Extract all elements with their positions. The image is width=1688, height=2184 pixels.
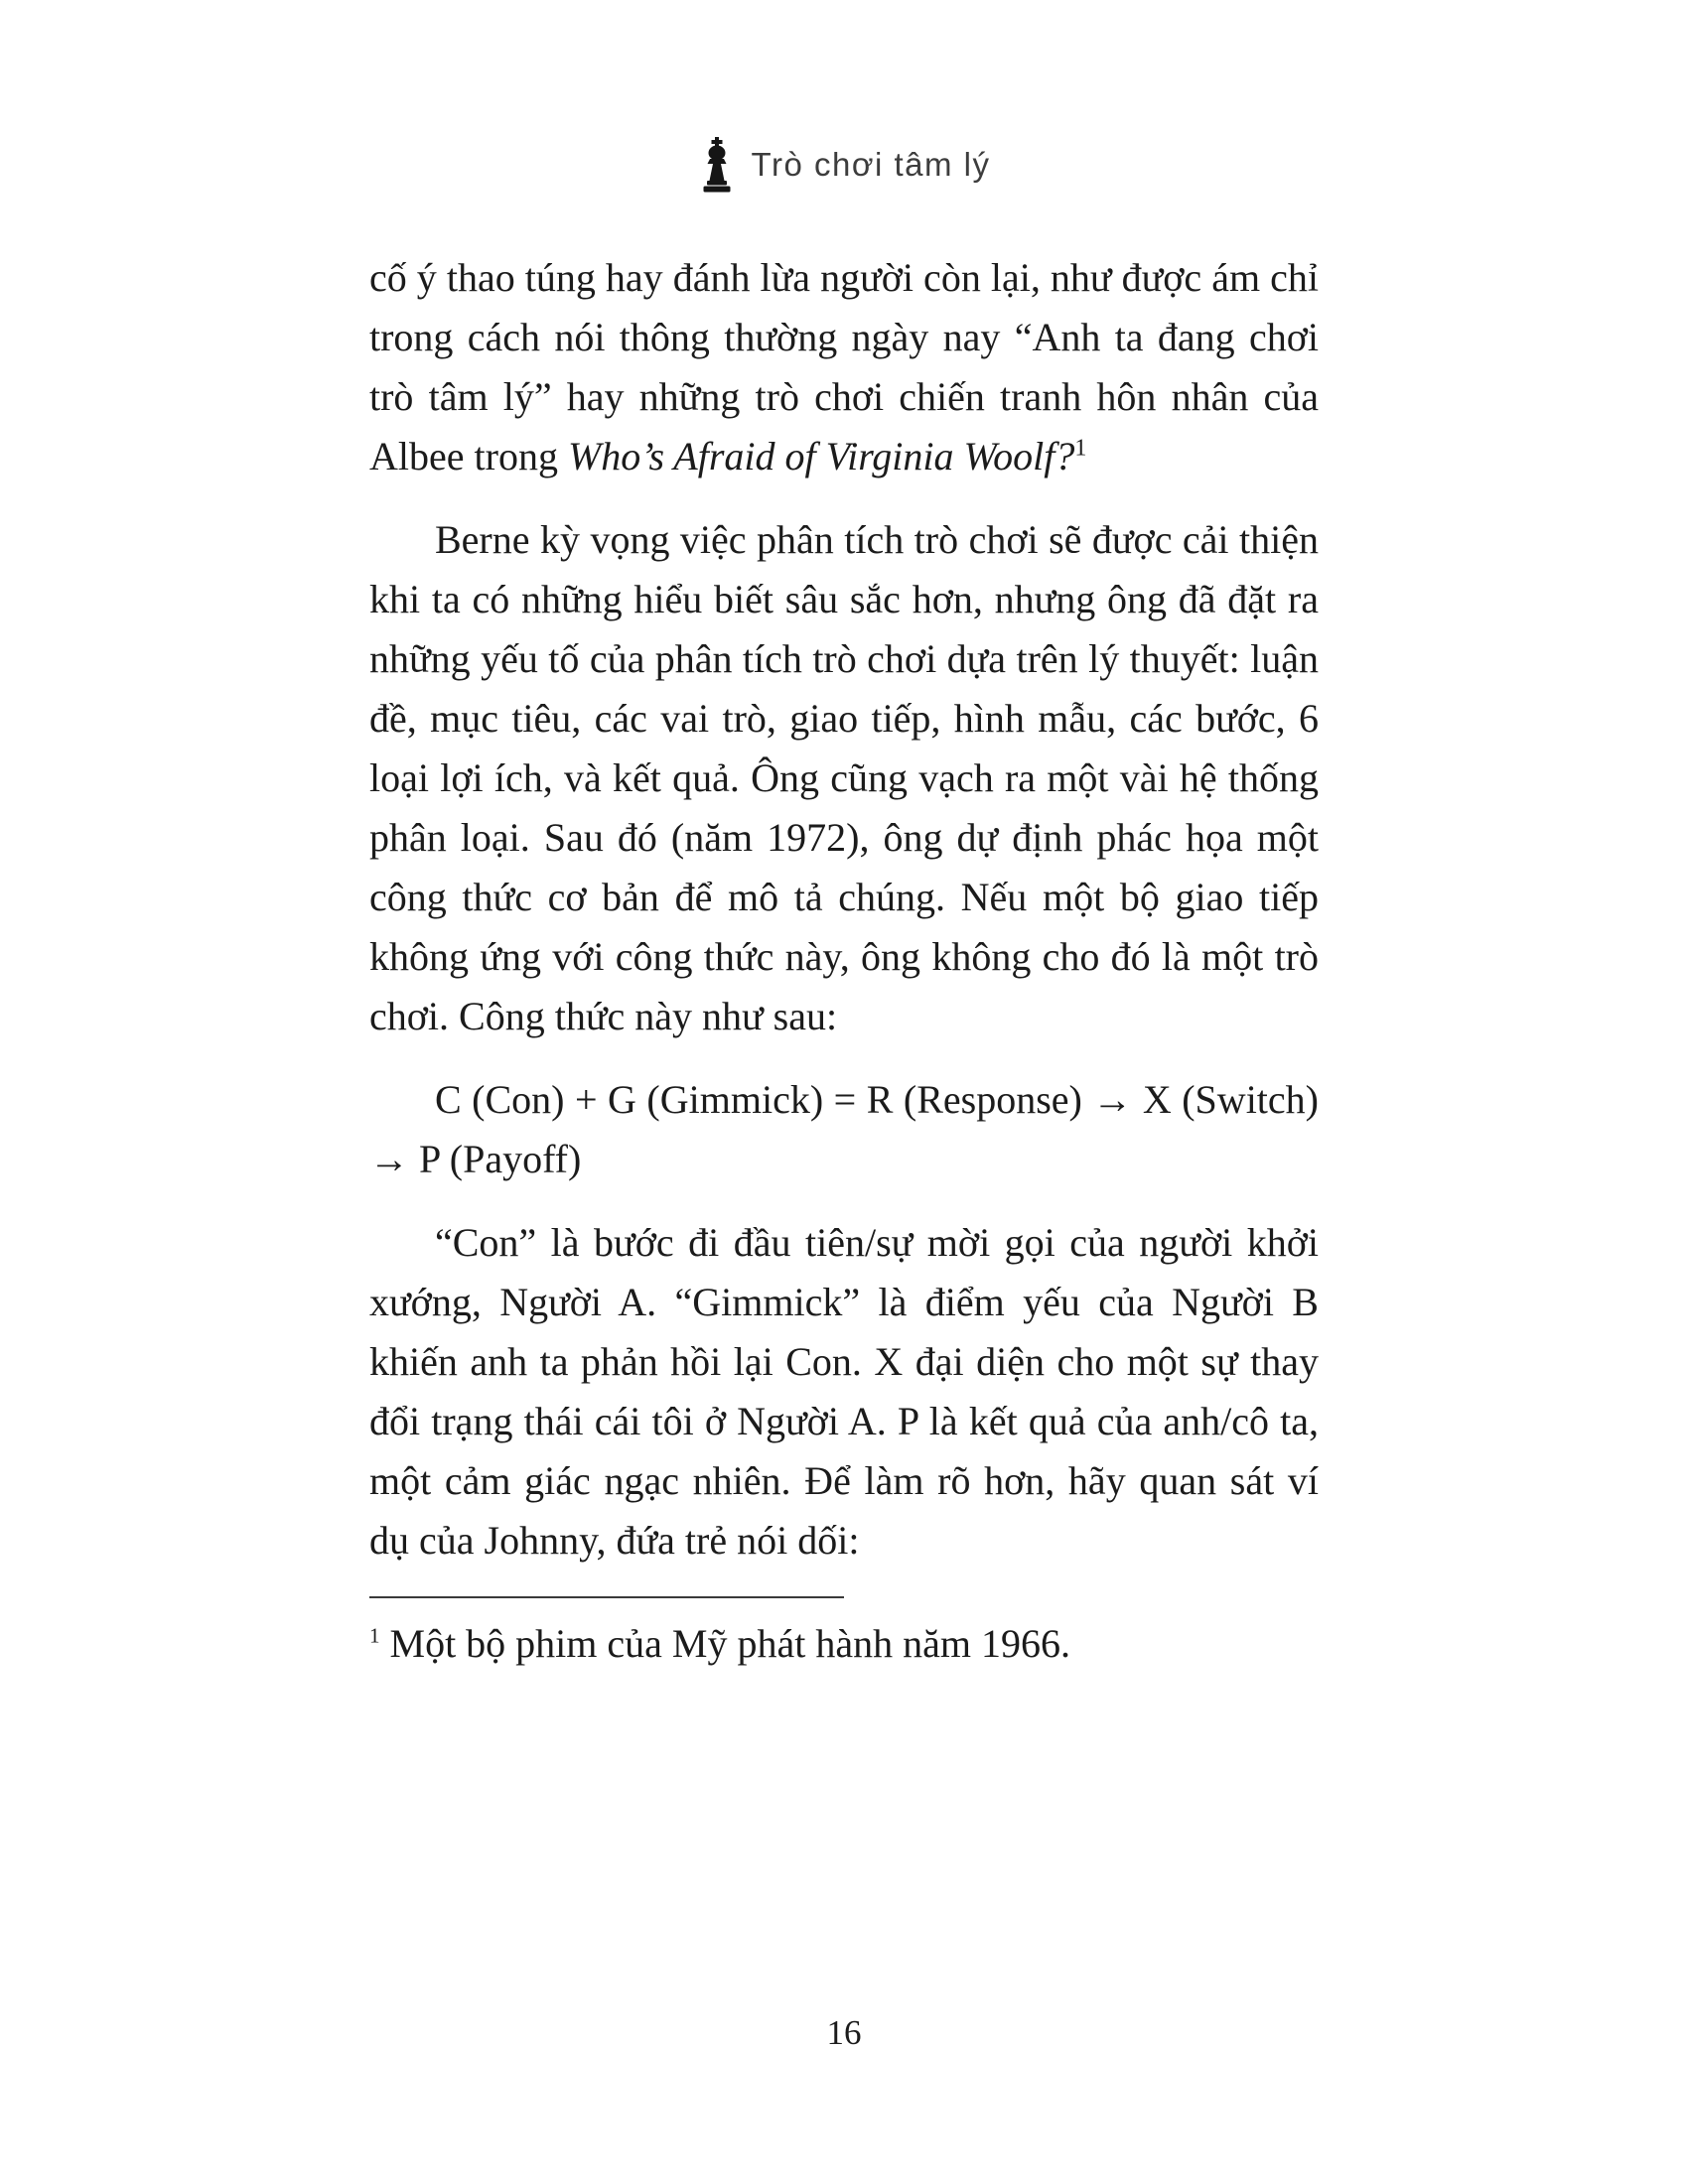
- chess-piece-icon: [698, 137, 736, 193]
- page-number: 16: [826, 2013, 862, 2052]
- footnote-reference: 1: [1074, 435, 1087, 462]
- footnote-block: [369, 1596, 1319, 1674]
- footnote-marker: 1: [369, 1623, 380, 1648]
- footnote-text: Một bộ phim của Mỹ phát hành năm 1966.: [389, 1621, 1070, 1666]
- paragraph-3: “Con” là bước đi đầu tiên/sự mời gọi của người khởi xướng, Người A. “Gimmick” là điểm yếu của Người B khiến anh ta phản hồi lại Con. X đại diện cho một sự thay đổi trạng thái cái tôi ở Người A. P là kết quả của anh/cô ta, một cảm giác ngạc nhiên. Để làm rõ hơn, hãy quan sát ví dụ của Johnny, đứa trẻ nói dối:: [369, 1220, 1319, 1563]
- running-header-title: Trò chơi tâm lý: [751, 146, 991, 183]
- formula-paragraph: C (Con) + G (Gimmick) = R (Response) → X (Switch) → P (Payoff): [369, 1077, 1319, 1181]
- page-header: [0, 0, 1688, 193]
- paragraph-1-book-title: Who’s Afraid of Virginia Woolf?: [567, 434, 1075, 478]
- page-body: [369, 248, 1319, 1674]
- paragraph-2: Berne kỳ vọng việc phân tích trò chơi sẽ được cải thiện khi ta có những hiểu biết sâu sắc hơn, nhưng ông đã đặt ra những yếu tố của phân tích trò chơi dựa trên lý thuyết: luận đề, mục tiêu, các vai trò, giao tiếp, hình mẫu, các bước, 6 loại lợi ích, và kết quả. Ông cũng vạch ra một vài hệ thống phân loại. Sau đó (năm 1972), ông dự định phác họa một công thức cơ bản để mô tả chúng. Nếu một bộ giao tiếp không ứng với công thức này, ông không cho đó là một trò chơi. Công thức này như sau:: [369, 517, 1319, 1038]
- paragraph-1: [369, 248, 1319, 486]
- footnote: [369, 1598, 1319, 1674]
- paragraph-1-text: cố ý thao túng hay đánh lừa người còn lại, như được ám chỉ trong cách nói thông thường ngày nay “Anh ta đang chơi trò tâm lý” hay những trò chơi chiến tranh hôn nhân của Albee trong: [369, 255, 1319, 478]
